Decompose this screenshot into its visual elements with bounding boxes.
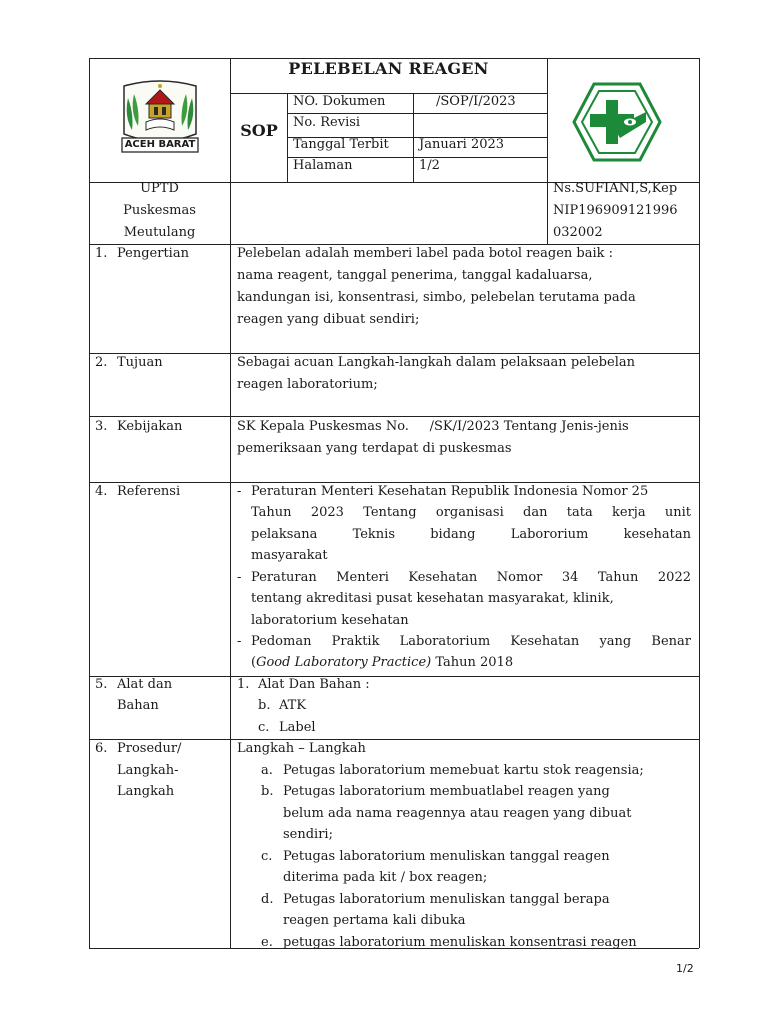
page-count-value: 1/2	[419, 158, 440, 173]
reference-line: Tahun 2023 Tentang organisasi dan tata kerja unit	[251, 505, 691, 520]
doc-number-label: NO. Dokumen	[293, 94, 386, 109]
list-letter: b.	[258, 698, 271, 713]
section-number: 1.	[95, 246, 108, 261]
org-line-1: UPTD	[140, 181, 179, 196]
list-letter: e.	[261, 935, 273, 950]
text-line: reagen yang dibuat sendiri;	[237, 312, 420, 327]
section-label: Alat dan	[117, 677, 173, 692]
section-label: Langkah-	[117, 763, 179, 778]
revision-label: No. Revisi	[293, 115, 361, 130]
list-item: reagen pertama kali dibuka	[283, 913, 466, 928]
list-item: Petugas laboratorium menuliskan tanggal reagen	[283, 849, 610, 864]
issue-date-value: Januari 2023	[419, 137, 505, 152]
text-line: Pelebelan adalah memberi label pada botol reagen baik :	[237, 246, 614, 261]
signer-nip-line-2: 032002	[553, 225, 603, 240]
section-number: 4.	[95, 484, 108, 499]
page-title: PELEBELAN REAGEN	[288, 59, 489, 78]
list-heading: Langkah – Langkah	[237, 741, 366, 756]
section-number: 5.	[95, 677, 108, 692]
list-item: Label	[279, 720, 316, 735]
issue-date-label: Tanggal Terbit	[293, 137, 389, 152]
reference-line: Pedoman Praktik Laboratorium Kesehatan yang Benar	[251, 634, 691, 649]
page-number: 1/2	[676, 962, 694, 975]
bullet-dash: -	[237, 634, 242, 649]
section-number: 6.	[95, 741, 108, 756]
list-letter: c.	[261, 849, 273, 864]
reference-line: masyarakat	[251, 548, 328, 563]
list-item: sendiri;	[283, 827, 333, 842]
text-line: Sebagai acuan Langkah-langkah dalam pelaksaan pelebelan	[237, 355, 635, 370]
list-item: Petugas laboratorium memebuat kartu stok reagensia;	[283, 763, 644, 778]
signer-name: Ns.SUFIANI,S,Kep	[553, 181, 678, 196]
reference-line: tentang akreditasi pusat kesehatan masyarakat, klinik,	[251, 591, 614, 606]
text-line: pemeriksaan yang terdapat di puskesmas	[237, 441, 512, 456]
text-line: SK Kepala Puskesmas No. /SK/I/2023 Tentang Jenis-jenis	[237, 419, 629, 434]
list-number: 1.	[237, 677, 250, 692]
section-label: Bahan	[117, 698, 159, 713]
section-label: Pengertian	[117, 246, 189, 261]
list-heading: Alat Dan Bahan :	[258, 677, 370, 692]
bullet-dash: -	[237, 484, 242, 499]
doc-number-value: /SOP/I/2023	[436, 94, 516, 109]
list-letter: a.	[261, 763, 273, 778]
list-letter: d.	[261, 892, 274, 907]
org-line-2: Puskesmas	[123, 203, 196, 218]
aceh-barat-logo	[118, 78, 202, 160]
list-item: belum ada nama reagennya atau reagen yang dibuat	[283, 806, 632, 821]
sop-label: SOP	[240, 121, 278, 140]
reference-line: laboratorium kesehatan	[251, 613, 409, 628]
org-line-3: Meutulang	[123, 225, 196, 240]
reference-line: Peraturan Menteri Kesehatan Nomor 34 Tahun 2022	[251, 570, 691, 585]
list-letter: b.	[261, 784, 274, 799]
list-letter: c.	[258, 720, 270, 735]
list-item: ATK	[279, 698, 307, 713]
page-count-label: Halaman	[293, 158, 353, 173]
section-label: Langkah	[117, 784, 175, 799]
section-number: 3.	[95, 419, 108, 434]
bullet-dash: -	[237, 570, 242, 585]
reference-line: pelaksana Teknis bidang Labororium kesehatan	[251, 527, 691, 542]
text-line: reagen laboratorium;	[237, 377, 378, 392]
text-line: nama reagent, tanggal penerima, tanggal kadaluarsa,	[237, 268, 593, 283]
section-number: 2.	[95, 355, 108, 370]
puskesmas-logo	[572, 82, 662, 162]
list-item: Petugas laboratorium menuliskan tanggal berapa	[283, 892, 610, 907]
section-label: Kebijakan	[117, 419, 183, 434]
reference-line: Peraturan Menteri Kesehatan Republik Indonesia Nomor 25	[251, 484, 649, 499]
list-item: petugas laboratorium menuliskan konsentrasi reagen	[283, 935, 637, 950]
signer-nip-line-1: NIP196909121996	[553, 203, 678, 218]
section-label: Prosedur/	[117, 741, 182, 756]
list-item: Petugas laboratorium membuatlabel reagen yang	[283, 784, 610, 799]
section-label: Tujuan	[117, 355, 163, 370]
list-item: diterima pada kit / box reagen;	[283, 870, 488, 885]
text-line: kandungan isi, konsentrasi, simbo, pelebelan terutama pada	[237, 290, 636, 305]
section-label: Referensi	[117, 484, 181, 499]
reference-line: (Good Laboratory Practice) Tahun 2018	[251, 655, 514, 670]
logo-text: ACEH BARAT	[124, 139, 196, 150]
